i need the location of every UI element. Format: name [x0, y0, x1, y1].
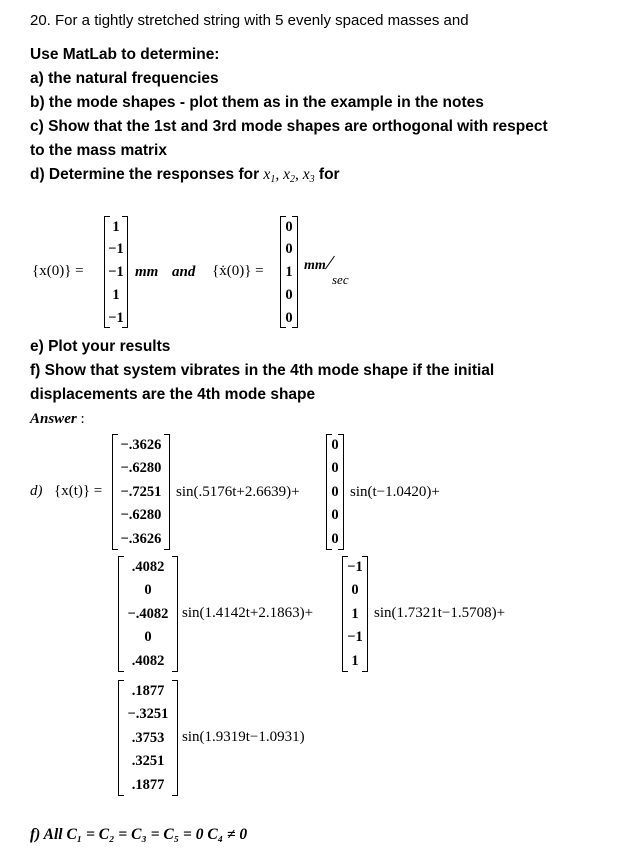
x-of-t-label: {x(t)} =: [54, 483, 103, 499]
unit-slash: [325, 256, 335, 270]
mode3-vector: .4082 0 −.4082 0 .4082: [118, 556, 178, 672]
question-title: 20. For a tightly stretched string with 5 evenly spaced masses and: [30, 12, 469, 29]
intro-line: Use MatLab to determine:: [30, 46, 220, 63]
part-a: a) the natural frequencies: [30, 70, 219, 87]
part-c-line2: to the mass matrix: [30, 142, 167, 159]
mode2-vector: 0 0 0 0 0: [326, 434, 344, 550]
xdot0-vector: 0 0 1 0 0: [280, 216, 298, 328]
mode4-vector: −1 0 1 −1 1: [342, 556, 368, 672]
mode5-vector: .1877 −.3251 .3753 .3251 .1877: [118, 680, 178, 796]
part-f-line1: f) Show that system vibrates in the 4th mode shape if the initial: [30, 362, 495, 379]
d-answer-label: d): [30, 483, 43, 499]
mode1-vector: −.3626 −.6280 −.7251 −.6280 −.3626: [112, 434, 170, 550]
part-d: [30, 166, 340, 185]
part-e: e) Plot your results: [30, 338, 171, 355]
part-d-suffix: for: [318, 166, 340, 183]
term4: sin(1.7321t−1.5708)+: [374, 605, 506, 621]
part-b: b) the mode shapes - plot them as in the example in the notes: [30, 94, 484, 111]
answer-label: Answer :: [30, 411, 85, 427]
x0-vector: 1 −1 −1 1 −1: [104, 216, 128, 328]
x0-label: {x(0)} =: [32, 263, 84, 279]
term3: sin(1.4142t+2.1863)+: [182, 605, 314, 621]
part-c-line1: c) Show that the 1st and 3rd mode shapes are orthogonal with respect: [30, 118, 548, 135]
xdot0-unit-bottom: sec: [332, 272, 349, 287]
term1: sin(.5176t+2.6639)+: [176, 484, 300, 500]
part-d-variables: $x_1$, $x_2$, $x_3$: [263, 166, 315, 185]
xdot0-label: {ẋ(0)} =: [212, 263, 264, 279]
xdot0-unit-top: mm: [304, 258, 326, 273]
part-d-prefix: d) Determine the responses for: [30, 166, 260, 183]
f-answer: f) All C₁ = C₂ = C₃ = C₅ = 0 C₄ ≠ 0: [30, 826, 248, 843]
x0-unit: mm: [135, 264, 159, 280]
part-f-line2: displacements are the 4th mode shape: [30, 386, 316, 403]
and-word: and: [172, 264, 196, 280]
term5: sin(1.9319t−1.0931): [182, 729, 305, 745]
term2: sin(t−1.0420)+: [350, 484, 440, 500]
